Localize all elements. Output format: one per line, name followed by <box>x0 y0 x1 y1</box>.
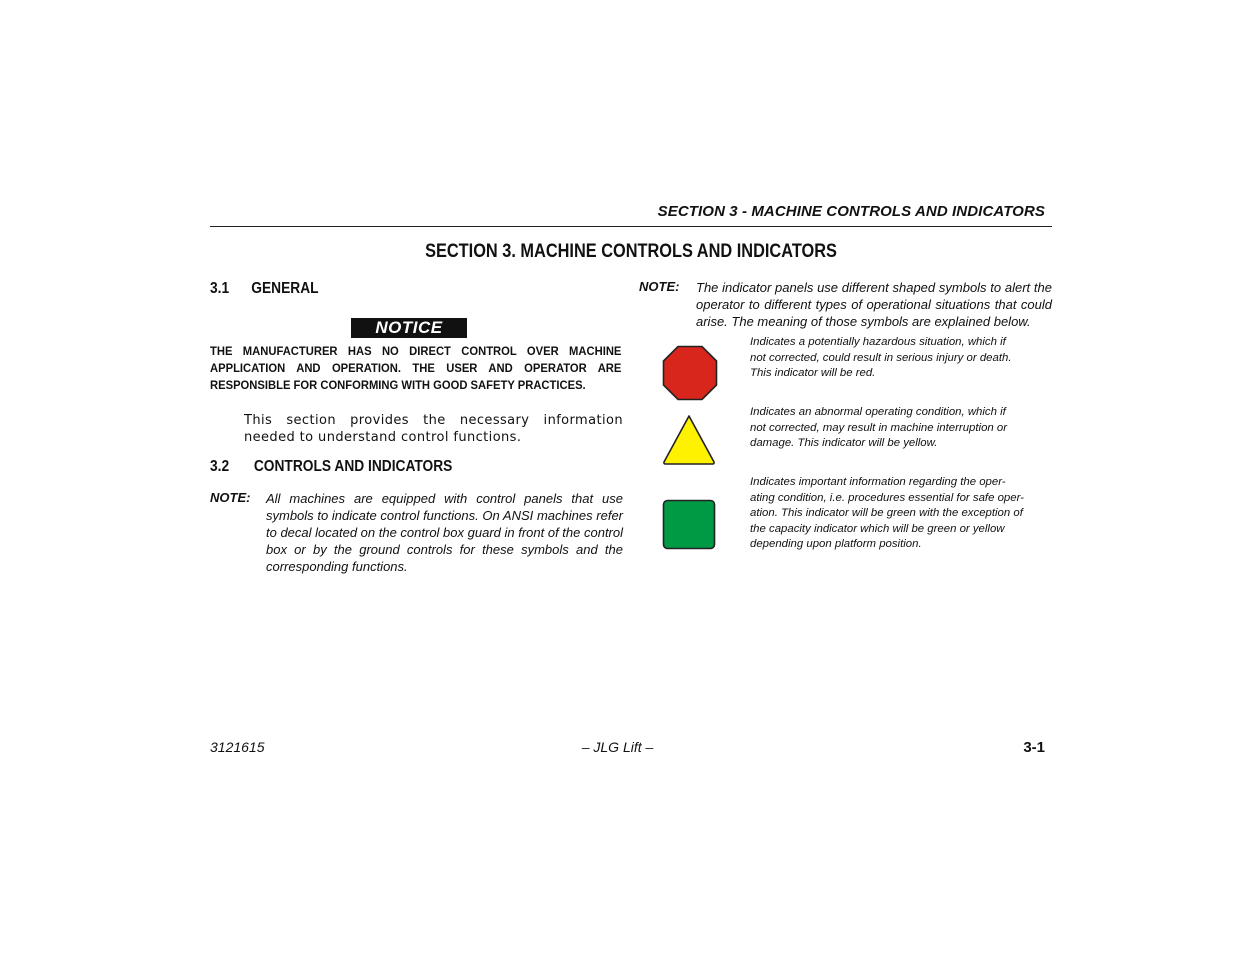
yellow-triangle-icon <box>662 414 716 466</box>
heading-controls-number: 3.2 <box>210 458 230 475</box>
symbol-red-line: not corrected, could result in serious injury or death. <box>750 351 1012 364</box>
symbol-yellow-description <box>750 405 1025 452</box>
general-body: This section provides the necessary information needed to understand control functions. <box>244 413 623 445</box>
footer-doc-number: 3121615 <box>210 739 265 755</box>
section-title: SECTION 3. MACHINE CONTROLS AND INDICATORS <box>425 241 837 262</box>
notice-label: NOTICE <box>351 318 467 338</box>
heading-general-number: 3.1 <box>210 280 230 297</box>
heading-general-title: GENERAL <box>251 280 319 297</box>
symbol-green-line: depending upon platform position. <box>750 538 922 550</box>
controls-note-label: NOTE: <box>210 490 251 505</box>
heading-general <box>210 280 319 298</box>
right-note-text: The indicator panels use different shaped symbols to alert the operator to different types of operational situations that could arise. The meaning of those symbols are explained below. <box>696 280 1052 329</box>
running-head: SECTION 3 - MACHINE CONTROLS AND INDICATORS <box>657 203 1045 220</box>
symbol-red-line: This indicator will be red. <box>750 367 876 379</box>
footer-center: – JLG Lift – <box>581 739 654 755</box>
symbol-green-description <box>750 475 1025 553</box>
page-number: 3-1 <box>1023 739 1045 756</box>
symbol-green-line: Indicates important information regarding the oper- <box>750 476 1006 488</box>
heading-controls <box>210 458 452 476</box>
symbol-green-line: ation. This indicator will be green with the exception of <box>750 507 1023 519</box>
symbol-green-line: ating condition, i.e. procedures essential for safe oper- <box>750 491 1024 504</box>
heading-controls-title: CONTROLS AND INDICATORS <box>253 458 453 475</box>
symbol-red-description <box>750 335 1025 382</box>
notice-text: THE MANUFACTURER HAS NO DIRECT CONTROL OVER MACHINE APPLICATION AND OPERATION. THE USER AND OPERATOR ARE RESPONSIBLE FOR CONFORMING WITH GOOD SAFETY PRACTICES. <box>210 344 622 392</box>
right-note-label: NOTE: <box>639 279 680 294</box>
symbol-yellow-line: Indicates an abnormal operating condition, which if <box>750 406 1006 418</box>
green-square-icon <box>662 499 716 550</box>
red-octagon-icon <box>662 345 718 401</box>
symbol-yellow-line: damage. This indicator will be yellow. <box>750 437 938 449</box>
symbol-yellow-line: not corrected, may result in machine interruption or <box>750 421 1008 434</box>
controls-note-text: All machines are equipped with control panels that use symbols to indicate control functions. On ANSI machines refer to decal located on the control box guard in front of the control box or by the ground controls for these symbols and the corresponding functions. <box>266 491 624 574</box>
symbol-green-line: the capacity indicator which will be green or yellow <box>750 522 1005 535</box>
header-rule <box>210 226 1052 227</box>
symbol-red-line: Indicates a potentially hazardous situation, which if <box>750 336 1006 348</box>
